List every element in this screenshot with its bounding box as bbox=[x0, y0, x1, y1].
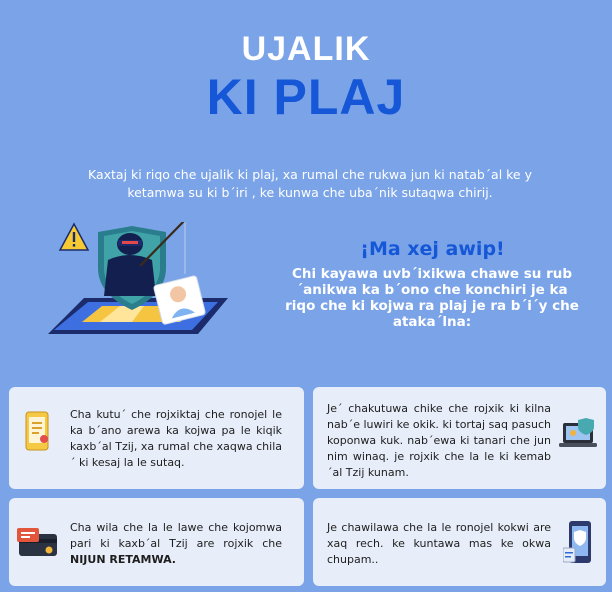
tip-card-3 bbox=[9, 498, 304, 586]
phone-document-icon bbox=[25, 411, 51, 451]
tip-card-1 bbox=[9, 387, 304, 489]
laptop-security-icon bbox=[559, 417, 599, 453]
tip-card-2 bbox=[313, 387, 606, 489]
phishing-illustration bbox=[40, 222, 240, 344]
tip-card-2-text: Je´ chakutuwa chike che rojxik ki kilna nab´e luwiri ke okik. ki tortaj saq pasuch koponwa kuk. nab´ewa ki tanari che jun nim winaq. je rojxik che la le ki kemab´al Tzij kunam. bbox=[327, 402, 551, 479]
tip-card-3-text-strong: NIJUN RETAMWA. bbox=[70, 553, 176, 566]
tip-card-4-text: Je chawilawa che la le ronojel kokwi are xaq rech. ke kuntawa mas ke okwa chupam.. bbox=[327, 521, 551, 566]
tip-card-4 bbox=[313, 498, 606, 586]
card-alert-icon bbox=[17, 528, 61, 560]
phone-shield-icon bbox=[563, 520, 595, 566]
title-line-2: KI PLAJ bbox=[206, 69, 406, 125]
tip-card-1-text: Cha kutu´ che rojxiktaj che ronojel le ka b´ano arewa ka kojwa pa le kiqik kaxb´al Tzij, xa rumal che xaqwa chila´ ki kesaj la le sutaq. bbox=[70, 408, 282, 469]
warning-title: ¡Ma xej awip! bbox=[360, 238, 505, 260]
title-line-1: UJALIK bbox=[241, 30, 371, 68]
warning-triangle-icon bbox=[60, 224, 88, 250]
tip-card-3-text bbox=[70, 520, 282, 568]
intro-text: Kaxtaj ki riqo che ujalik ki plaj, xa rumal che rukwa jun ki natab´al ke y ketamwa su ki b´iri , ke kunwa che uba´nik sutaqwa chirij. bbox=[88, 167, 532, 200]
tip-card-3-text-main: Cha wila che la le lawe che kojomwa pari ki kaxb´al Tzij are rojxik che bbox=[70, 521, 282, 550]
warning-body: Chi kayawa uvb´ixikwa chawe su rub´anikwa ka b´ono che konchiri je ka riqo che ki kojwa ra plaj je ra b´i´y che ataka´lna: bbox=[285, 266, 579, 330]
